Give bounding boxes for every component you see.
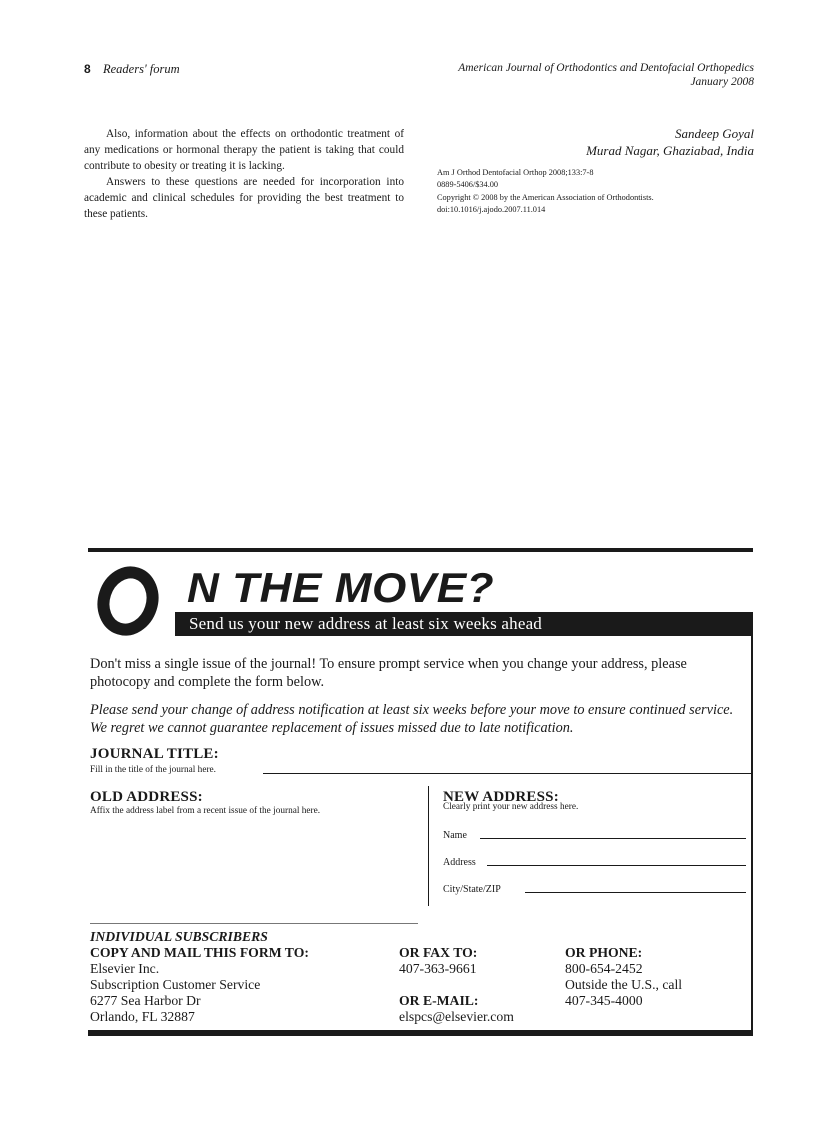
copyright: Copyright © 2008 by the American Association of Orthodontists.	[437, 192, 654, 202]
email-heading: OR E-MAIL:	[399, 993, 479, 1008]
logo-o-icon	[96, 565, 160, 637]
mail-line: Elsevier Inc.	[90, 961, 160, 976]
ad-headline: N THE MOVE?	[187, 564, 495, 611]
old-address-hint: Affix the address label from a recent issue of the journal here.	[90, 806, 321, 816]
phone-column	[565, 945, 682, 1009]
price-code: 0889-5406/$34.00	[437, 180, 499, 190]
new-address-hint: Clearly print your new address here.	[443, 802, 579, 812]
phone-heading: OR PHONE:	[565, 945, 643, 960]
new-address-label: NEW ADDRESS:	[443, 789, 559, 805]
city-state-zip-field[interactable]	[525, 892, 746, 893]
signature	[586, 125, 754, 159]
citation-block	[437, 167, 654, 216]
issue-date: January 2008	[690, 76, 754, 88]
ad-banner: Send us your new address at least six weeks ahead	[175, 612, 753, 636]
email-column	[399, 993, 514, 1025]
ad-right-border	[751, 612, 753, 1036]
ad-notice: Please send your change of address notification at least six weeks before your move to ensure continued service. We regret we cannot guarantee replacement of issues missed due to late notification.	[90, 702, 734, 736]
name-field[interactable]	[480, 838, 746, 839]
ad-top-rule	[88, 548, 753, 552]
phone-outside-number: 407-345-4000	[565, 993, 643, 1008]
name-label: Name	[443, 830, 467, 841]
ad-intro: Don't miss a single issue of the journal! To ensure prompt service when you change your address, please photocopy and complete the form below.	[90, 656, 687, 690]
old-address-label: OLD ADDRESS:	[90, 789, 203, 805]
doi: doi:10.1016/j.ajodo.2007.11.014	[437, 204, 546, 214]
address-field[interactable]	[487, 865, 746, 866]
mail-line: Subscription Customer Service	[90, 977, 261, 992]
phone-outside-note: Outside the U.S., call	[565, 977, 683, 992]
section-title: Readers' forum	[103, 62, 180, 76]
email-address[interactable]: elspcs@elsevier.com	[399, 1009, 514, 1024]
fax-number: 407-363-9661	[399, 961, 477, 976]
journal-title-label: JOURNAL TITLE:	[90, 746, 219, 762]
column-divider	[428, 786, 429, 906]
fax-column	[399, 945, 477, 977]
fax-heading: OR FAX TO:	[399, 945, 478, 960]
journal-name: American Journal of Orthodontics and Dentofacial Orthopedics	[458, 62, 754, 74]
journal-title-field[interactable]	[263, 773, 753, 774]
ad-bottom-rule	[88, 1030, 753, 1036]
subscribers-heading: INDIVIDUAL SUBSCRIBERS	[90, 929, 268, 944]
author-name: Sandeep Goyal	[674, 126, 754, 141]
mail-line: Orlando, FL 32887	[90, 1009, 195, 1024]
journal-header	[458, 61, 754, 89]
mail-heading: COPY AND MAIL THIS FORM TO:	[90, 945, 309, 960]
city-state-zip-label: City/State/ZIP	[443, 884, 501, 895]
letter-body	[84, 126, 404, 222]
citation: Am J Orthod Dentofacial Orthop 2008;133:7-8	[437, 168, 594, 177]
phone-number: 800-654-2452	[565, 961, 643, 976]
subscribers-rule	[90, 923, 418, 924]
paragraph: Also, information about the effects on orthodontic treatment of any medications or hormonal therapy the patient is taking that could contribute to obesity or treating it is lacking.	[84, 128, 404, 172]
paragraph: Answers to these questions are needed for incorporation into academic and clinical schedules for providing the best treatment to these patients.	[84, 176, 404, 220]
mail-column	[90, 929, 309, 1025]
author-location: Murad Nagar, Ghaziabad, India	[586, 143, 754, 158]
address-label: Address	[443, 857, 476, 868]
mail-line: 6277 Sea Harbor Dr	[90, 993, 201, 1008]
page-number: 8	[84, 62, 91, 76]
journal-title-hint: Fill in the title of the journal here.	[90, 765, 216, 775]
